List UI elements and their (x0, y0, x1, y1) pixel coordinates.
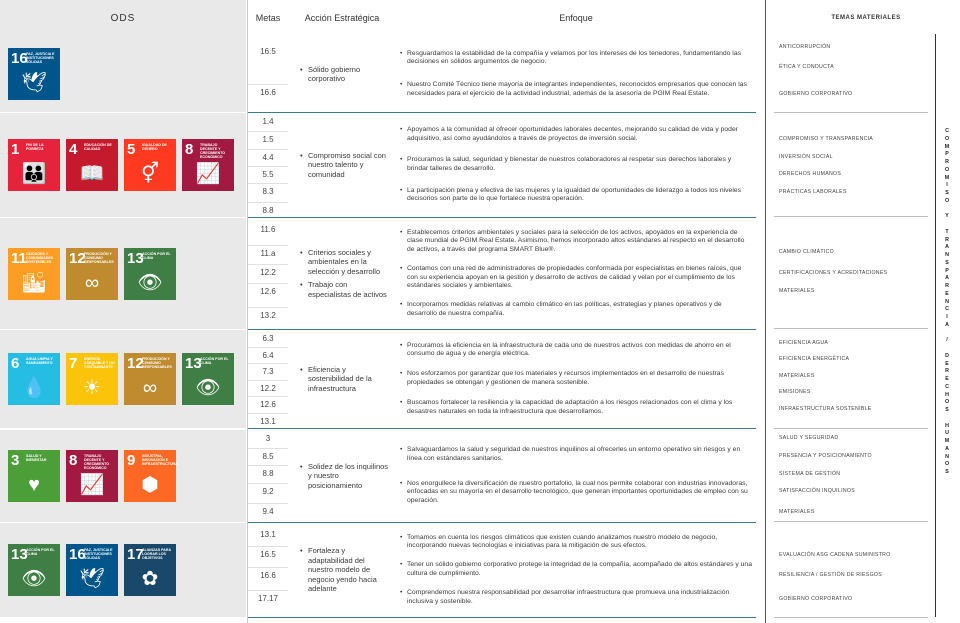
table-row (0, 523, 760, 617)
sdg-number: 12 (127, 355, 144, 372)
sdg-label: ENERGÍA ASEQUIBLE Y NO CONTAMINANTE (84, 357, 115, 369)
vertical-letter: Y (945, 213, 949, 220)
sdg-label: CIUDADES Y COMUNIDADES SOSTENIBLES (26, 251, 54, 264)
meta-value: 8.8 (262, 469, 274, 478)
enfoque-item: • Apoyamos a la comunidad al ofrecer oportunidades laborales decentes, mejorando su calidad de vida y poder adquisitivo, así como ayudándolos a través de proyectos de inversión social. (400, 126, 752, 143)
meta-divider (248, 307, 288, 308)
sdg-number: 6 (11, 355, 20, 372)
enfoque-item: • La participación plena y efectiva de las mujeres y la igualdad de oportunidades de liderazgo a todos los niveles decisorios son parte de lo que fortalece nuestra operación. (400, 187, 752, 204)
enfoque-item: • Incorporamos medidas relativas al cambio climático en las políticas, estrategias y planes operativos y de desarrollo de nuestra compañía. (400, 301, 752, 318)
enfoque-item: • Establecemos criterios ambientales y sociales para la selección de los activos, apoyados en la experiencia de clase mundial de PGIM Real Estate. Asimismo, hemos incorporado altos estándares al respecto en el desarrollo de activos, a través del programa SMART Blue®. (400, 229, 752, 255)
sdg-number: 12 (69, 249, 86, 267)
enfoque-item: • Comprendemos nuestra responsabilidad por desarrollar infraestructura que promueva una industrialización inclusiva y sostenible. (400, 589, 752, 606)
sdg-7-tile (66, 353, 118, 405)
accion-cell (290, 330, 394, 428)
ods-cell (0, 430, 246, 522)
sdg-number: 13 (185, 355, 202, 372)
sdg-label: EDUCACIÓN DE CALIDAD (84, 143, 112, 151)
sdg-label: PAZ, JUSTICIA E INSTITUCIONES SÓLIDAS (26, 52, 55, 64)
metas-cell (248, 523, 288, 617)
vertical-letter: I (946, 314, 948, 320)
enfoque-item: • Contamos con una red de administradores de propiedades conformada por especialistas en bienes raíces, que con su experiencia apoyan en la gestión y desarrollo de activos de calidad y velan por el cumplimiento de los estándares sociales y ambientales. (400, 265, 752, 291)
sdg-11-tile (8, 248, 60, 300)
vertical-letter: E (945, 290, 949, 297)
meta-value: 12.2 (260, 384, 276, 393)
sdg-6-tile (8, 353, 60, 405)
sdg-number: 1 (11, 141, 20, 158)
vertical-letter: R (945, 236, 949, 243)
vertical-letter: O (944, 197, 950, 204)
meta-value: 16.5 (260, 47, 276, 56)
enfoque-item: • Nos enorgullece la diversificación de nuestro portafolio, la cual nos permite colaborar con industrias innovadoras, enfocadas en su mayoría en el desarrollo tecnológico, que generan importantes oportunidades de empleo con su operación. (400, 480, 752, 506)
ods-header: ODS (0, 0, 246, 36)
vertical-letter: O (944, 461, 950, 468)
eye-globe-icon: 👁 (137, 271, 163, 294)
table-row (0, 330, 760, 428)
meta-divider (248, 183, 288, 184)
vertical-letter: R (945, 283, 949, 289)
dove-icon: 🕊 (79, 568, 105, 590)
meta-divider (248, 465, 288, 466)
family-icon: 👪 (21, 163, 47, 185)
city-icon: 🏙 (21, 271, 47, 294)
vertical-letter (940, 345, 954, 353)
sdg-number: 5 (127, 141, 136, 158)
enfoque-cell (400, 330, 756, 428)
meta-divider (248, 567, 288, 568)
vertical-letter (940, 221, 954, 229)
meta-divider (248, 84, 288, 85)
row-divider (248, 617, 756, 618)
enfoque-item: • Tomamos en cuenta los riesgos climáticos que existen cuando analizamos nuestro modelo de negocio, incorporando nuevas tecnologías e iniciativas para la mitigación de sus efectos. (400, 534, 752, 551)
tema-material: INFRAESTRUCTURA SOSTENIBLE (779, 406, 872, 412)
sdg-13-tile (182, 353, 234, 405)
accion-item: • Solidez de los inquilinos y nuestro posicionamiento (300, 462, 390, 491)
tema-material: GOBIERNO CORPORATIVO (779, 596, 853, 602)
tema-material: INVERSIÓN SOCIAL (779, 154, 833, 160)
vertical-letter: S (945, 259, 949, 266)
sdg-number: 4 (69, 141, 78, 158)
tema-material: SATISFACCIÓN INQUILINOS (779, 488, 855, 494)
tema-material: COMPROMISO Y TRANSPARENCIA (779, 136, 874, 142)
enfoque-header: Enfoque (559, 13, 593, 23)
side-rule (935, 34, 936, 617)
ods-cell (0, 218, 246, 329)
sdg-label: ACCIÓN POR EL CLIMA (26, 548, 55, 556)
sdg-8-tile (182, 139, 234, 191)
sdg-16-tile (8, 48, 60, 100)
enfoque-item: • Salvaguardamos la salud y seguridad de nuestros inquilinos al ofrecerles un entorno operativo sin riesgos y en línea con estándares sanitarios. (400, 446, 752, 463)
row-divider (248, 428, 756, 429)
meta-divider (248, 396, 288, 397)
sdg-16-tile (66, 544, 118, 596)
tema-material: CAMBIO CLIMÁTICO (779, 249, 834, 255)
vertical-letter: M (944, 174, 950, 181)
meta-divider (248, 264, 288, 265)
sdg-12-tile (124, 353, 176, 405)
vertical-letter: P (945, 267, 949, 274)
gender-icon: ⚥ (140, 163, 160, 185)
meta-value: 13.2 (260, 311, 276, 320)
enfoque-cell (400, 430, 756, 522)
meta-divider (248, 380, 288, 381)
table-row (0, 430, 760, 522)
tema-material: SALUD Y SEGURIDAD (779, 435, 839, 441)
accion-cell (290, 523, 394, 617)
enfoque-item: • Procuramos la salud, seguridad y bienestar de nuestros colaboradores al respetar sus derechos laborales y brindar talleres de desarrollo. (400, 156, 752, 173)
meta-value: 8.5 (262, 452, 274, 461)
meta-value: 11.a (260, 249, 276, 258)
vertical-letter: H (945, 422, 949, 429)
sdg-number: 13 (11, 546, 28, 563)
sdg-label: TRABAJO DECENTE Y CRECIMIENTO ECONÓMICO (200, 143, 226, 159)
flower-rings-icon: ✿ (141, 568, 159, 590)
meta-divider (248, 166, 288, 167)
enfoque-item: • Procuramos la eficiencia en la infraestructura de cada uno de nuestros activos con medidas de ahorro en el consumo de agua y de energía eléctrica. (400, 342, 752, 359)
vertical-letter (940, 206, 954, 214)
sdg-8-tile (66, 450, 118, 502)
tema-material: ÉTICA Y CONDUCTA (779, 64, 834, 70)
column-divider (765, 0, 766, 623)
tema-divider (774, 617, 928, 618)
table-row (0, 113, 760, 217)
infinity-icon: ∞ (84, 271, 100, 294)
accion-item: • Fortaleza y adaptabilidad del nuestro modelo de negocio yendo hacia adelante (300, 546, 390, 594)
sdg-number: 3 (11, 452, 20, 469)
table-row (0, 36, 760, 112)
sdg-number: 11 (11, 249, 27, 267)
growth-chart-icon: 📈 (79, 474, 105, 496)
tema-material: MATERIALES (779, 509, 815, 515)
sdg-4-tile (66, 139, 118, 191)
meta-divider (248, 283, 288, 284)
tema-material: RESILIENCIA / GESTIÓN DE RIESGOS (779, 572, 882, 578)
vertical-letter: R (945, 159, 949, 165)
meta-value: 4.4 (262, 153, 274, 162)
meta-value: 16.5 (260, 550, 276, 559)
ods-cell (0, 36, 246, 112)
accion-item: • Compromiso social con nuestro talento y comunidad (300, 151, 390, 180)
metas-header: Metas (255, 13, 281, 23)
meta-divider (248, 413, 288, 414)
meta-value: 13.1 (260, 530, 276, 539)
sdg-number: 13 (127, 249, 144, 267)
accion-header: Acción Estratégica (304, 13, 380, 23)
sdg-label: FIN DE LA POBREZA (26, 143, 44, 151)
vertical-letter: E (945, 360, 949, 367)
growth-chart-icon: 📈 (195, 163, 221, 185)
vertical-section-label (940, 128, 954, 477)
accion-cell (290, 218, 394, 329)
dove-icon: 🕊 (21, 72, 47, 94)
tema-material: MATERIALES (779, 373, 815, 379)
sdg-label: PRODUCCIÓN Y CONSUMO RESPONSABLES (142, 357, 172, 369)
vertical-letter: D (945, 352, 949, 359)
water-drop-icon: 💧 (21, 377, 47, 399)
tema-material: ANTICORRUPCIÓN (779, 44, 831, 50)
enfoque-item: • Nos esforzamos por garantizar que los materiales y recursos implementados en el desarrollo de nuestras propiedades se obtengan y gestionen de manera sostenible. (400, 370, 752, 387)
meta-value: 9.2 (262, 487, 274, 496)
metas-cell (248, 330, 288, 428)
tema-divider (774, 328, 928, 329)
sdg-number: 8 (185, 141, 194, 158)
eye-globe-icon: 👁 (21, 568, 47, 590)
sdg-number: 9 (127, 452, 136, 469)
meta-value: 7.3 (262, 367, 274, 376)
tema-material: PRÁCTICAS LABORALES (779, 189, 847, 195)
accion-item: • Eficiencia y sostenibilidad de la infraestructura (300, 365, 390, 394)
tema-material: EMISIONES (779, 389, 811, 395)
vertical-letter: A (945, 445, 949, 452)
tema-material: PRESENCIA Y POSICIONAMIENTO (779, 453, 872, 459)
meta-value: 1.4 (262, 117, 274, 126)
sdg-number: 16 (69, 546, 86, 563)
meta-value: 8.3 (262, 187, 274, 196)
accion-cell (290, 113, 394, 217)
table-row (0, 218, 760, 329)
tema-material: GOBIERNO CORPORATIVO (779, 91, 853, 97)
tema-material: MATERIALES (779, 288, 815, 294)
metas-cell (248, 218, 288, 329)
accion-cell (290, 36, 394, 112)
tema-material: CERTIFICACIONES Y ACREDITACIONES (779, 270, 888, 276)
vertical-letter: A (945, 321, 949, 328)
tema-material: SISTEMA DE GESTIÓN (779, 471, 841, 477)
accion-cell (290, 430, 394, 522)
meta-value: 16.6 (260, 88, 276, 97)
tema-material: EFICIENCIA AGUA (779, 340, 829, 346)
tema-divider (774, 521, 928, 522)
ods-cell (0, 523, 246, 617)
meta-value: 9.4 (262, 507, 274, 516)
meta-value: 6.4 (262, 351, 274, 360)
vertical-letter: O (944, 135, 950, 142)
sdg-label: INDUSTRIA, INNOVACIÓN E INFRAESTRUCTURA (142, 454, 178, 466)
sdg-label: TRABAJO DECENTE Y CRECIMIENTO ECONÓMICO (84, 454, 110, 470)
enfoque-item: • Resguardamos la estabilidad de la compañía y velamos por los intereses de los tenedores, fundamentando las decisiones en sólidos argumentos de negocio. (400, 50, 752, 67)
vertical-letter: I (946, 182, 948, 189)
sdg-12-tile (66, 248, 118, 300)
sdg-label: AGUA LIMPIA Y SANEAMIENTO (26, 357, 53, 365)
metas-cell (248, 113, 288, 217)
sun-icon: ☀ (83, 377, 101, 399)
tema-material: DERECHOS HUMANOS (779, 171, 842, 177)
vertical-letter: A (945, 275, 949, 282)
sdg-number: 8 (69, 452, 78, 469)
sdg-number: 7 (69, 355, 78, 372)
meta-value: 12.6 (260, 287, 276, 296)
meta-divider (248, 131, 288, 132)
meta-value: 13.1 (260, 417, 276, 426)
sdg-3-tile (8, 450, 60, 502)
meta-divider (248, 363, 288, 364)
vertical-letter: U (945, 430, 949, 437)
sdg-number: 17 (127, 546, 144, 563)
vertical-letter: C (945, 128, 949, 134)
vertical-letter (940, 330, 954, 338)
meta-divider (248, 347, 288, 348)
meta-value: 5.5 (262, 170, 274, 179)
infinity-icon: ∞ (142, 377, 158, 399)
sdg-13-tile (8, 544, 60, 596)
metas-cell (248, 36, 288, 112)
meta-value: 6.3 (262, 334, 274, 343)
meta-divider (248, 245, 288, 246)
sdg-9-tile (124, 450, 176, 502)
metas-cell (248, 430, 288, 522)
meta-value: 11.6 (260, 225, 276, 234)
vertical-letter: N (945, 252, 949, 258)
meta-value: 12.6 (260, 400, 276, 409)
enfoque-item: • Buscamos fortalecer la resiliencia y la capacidad de adaptación a los riesgos relacionados con el clima y los desastres naturales en toda la infraestructura que desarrollamos. (400, 399, 752, 416)
sdg-label: ACCIÓN POR EL CLIMA (142, 251, 171, 260)
book-icon: 📖 (79, 163, 105, 185)
meta-divider (248, 202, 288, 203)
eye-globe-icon: 👁 (195, 377, 221, 399)
enfoque-item: • Tener un sólido gobierno corporativo protege la integridad de la compañía, acompañado de altos estándares y una cultura de cumplimiento. (400, 561, 752, 578)
ods-cell (0, 330, 246, 428)
sdg-label: ALIANZAS PARA LOGRAR LOS OBJETIVOS (142, 548, 171, 560)
heartbeat-icon: ♥ (28, 474, 40, 496)
vertical-letter: O (944, 166, 950, 173)
tema-divider (774, 216, 928, 217)
vertical-letter: H (945, 391, 949, 398)
temas-header: TEMAS MATERIALES (831, 15, 901, 21)
meta-value: 8.8 (262, 206, 274, 215)
sdg-label: PAZ, JUSTICIA E INSTITUCIONES SÓLIDAS (84, 548, 113, 560)
ods-cell (0, 113, 246, 217)
sdg-5-tile (124, 139, 176, 191)
meta-value: 12.2 (260, 268, 276, 277)
meta-divider (248, 546, 288, 547)
sdg-label: ACCIÓN POR EL CLIMA (200, 357, 229, 365)
accion-item: • Sólido gobierno corporativo (300, 65, 390, 84)
vertical-letter: A (945, 244, 949, 251)
vertical-letter: P (945, 151, 949, 158)
cubes-icon: ⬢ (141, 474, 159, 496)
tema-divider (774, 112, 928, 113)
meta-divider (248, 448, 288, 449)
vertical-letter (940, 415, 954, 423)
meta-value: 16.6 (260, 571, 276, 580)
enfoque-cell (400, 218, 756, 329)
vertical-letter: S (945, 407, 949, 413)
meta-value: 3 (265, 434, 271, 443)
sdg-label: SALUD Y BIENESTAR (26, 454, 47, 462)
vertical-letter: N (945, 298, 949, 305)
vertical-letter: R (945, 368, 949, 375)
enfoque-cell (400, 36, 756, 112)
meta-divider (248, 590, 288, 591)
sdg-13-tile (124, 248, 176, 300)
enfoque-cell (400, 113, 756, 217)
meta-divider (248, 483, 288, 484)
sdg-label: IGUALDAD DE GÉNERO (142, 143, 167, 151)
enfoque-item: • Nuestro Comité Técnico tiene mayoría de integrantes independientes, reconocidos empresarios que conocen las necesidades para el ejercicio de la actividad industrial, además de la asesoría de PGIM Real Estate. (400, 81, 752, 98)
vertical-letter: M (944, 143, 950, 150)
vertical-letter: N (945, 453, 949, 460)
vertical-letter: E (945, 376, 949, 382)
tema-material: EFICIENCIA ENERGÉTICA (779, 356, 850, 362)
meta-divider (248, 149, 288, 150)
tema-material: EVALUACIÓN ASG CADENA SUMINISTRO (779, 552, 891, 558)
meta-divider (248, 503, 288, 504)
sdg-label: PRODUCCIÓN Y CONSUMO RESPONSABLES (84, 251, 114, 264)
vertical-letter: M (944, 438, 950, 444)
sdg-17-tile (124, 544, 176, 596)
enfoque-cell (400, 523, 756, 617)
vertical-letter: C (945, 306, 949, 313)
meta-value: 17.17 (257, 594, 279, 603)
accion-item: • Trabajo con especialistas de activos (300, 280, 390, 299)
vertical-letter: O (944, 399, 950, 406)
vertical-letter: / (946, 337, 948, 344)
vertical-letter: S (945, 469, 949, 475)
sdg-1-tile (8, 139, 60, 191)
meta-value: 1.5 (262, 135, 274, 144)
tema-divider (774, 428, 928, 429)
sdg-number: 16 (11, 50, 28, 67)
vertical-letter: C (945, 383, 949, 390)
vertical-letter: S (945, 190, 949, 196)
accion-item: • Criterios sociales y ambientales en la selección y desarrollo (300, 248, 390, 277)
vertical-letter: T (945, 228, 949, 235)
